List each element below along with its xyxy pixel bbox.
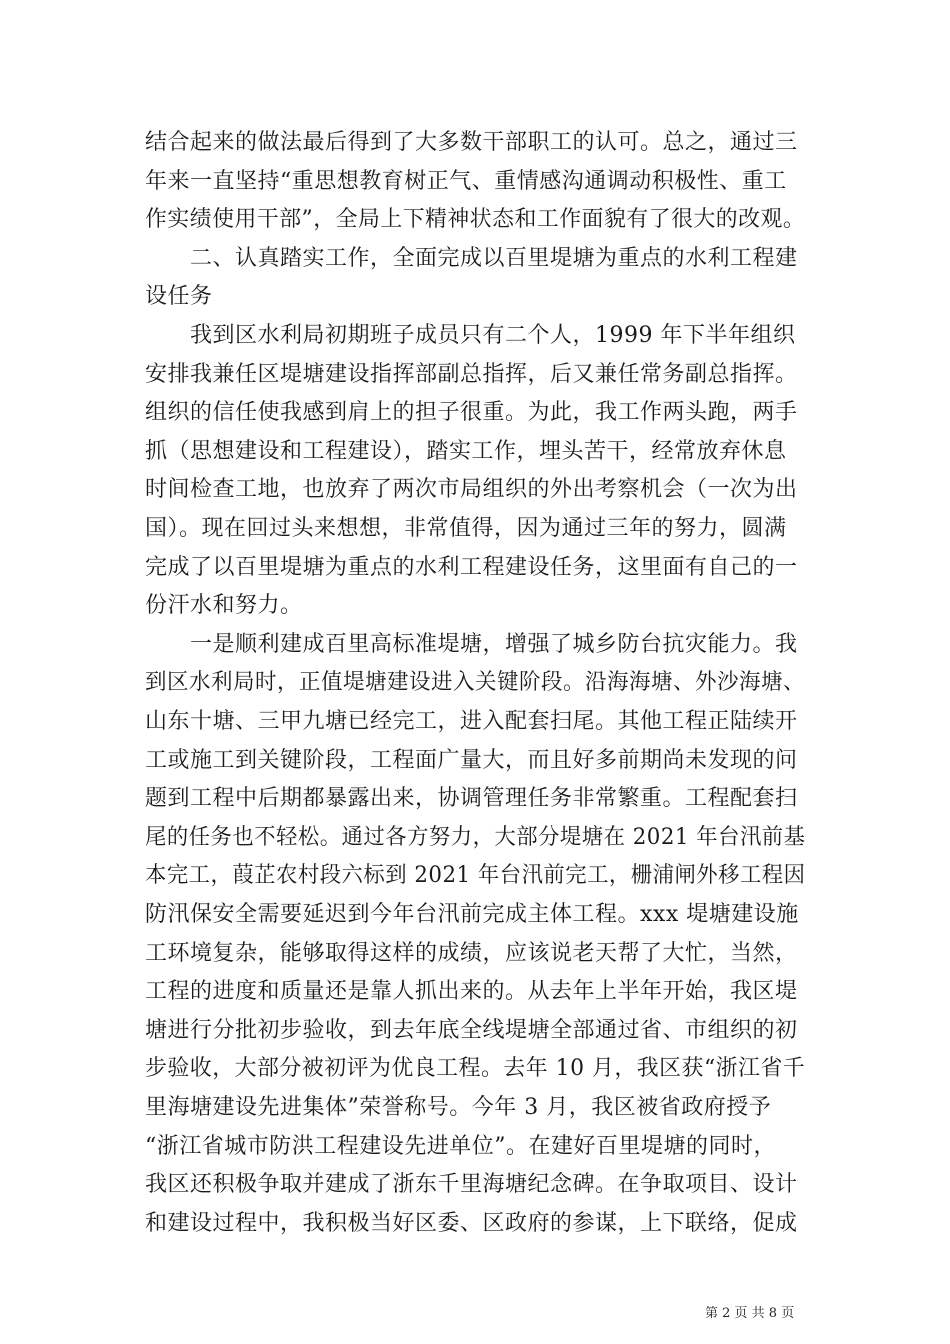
text-line: 工或施工到关键阶段，工程面广量大，而且好多前期尚未发现的问 bbox=[145, 747, 798, 773]
text-line: 工环境复杂，能够取得这样的成绩，应该说老天帮了大忙，当然， bbox=[145, 940, 798, 966]
text-line: 年来一直坚持“重思想教育树正气、重情感沟通调动积极性、重工 bbox=[145, 168, 787, 194]
text-line: 本完工，葭芷农村段六标到 2021 年台汛前完工，栅浦闸外移工程因 bbox=[145, 863, 806, 889]
text-line: 二、认真踏实工作，全面完成以百里堤塘为重点的水利工程建 bbox=[145, 245, 798, 271]
text-line: 工程的进度和质量还是靠人抓出来的。从去年上半年开始，我区堤 bbox=[145, 979, 798, 1005]
text-line: 完成了以百里堤塘为重点的水利工程建设任务，这里面有自己的一 bbox=[145, 554, 798, 580]
text-line: 塘进行分批初步验收，到去年底全线堤塘全部通过省、市组织的初 bbox=[145, 1017, 798, 1043]
text-line: 和建设过程中，我积极当好区委、区政府的参谋，上下联络，促成 bbox=[145, 1210, 798, 1236]
page-number-footer: 第 2 页 共 8 页 bbox=[705, 1306, 795, 1321]
text-line: 抓（思想建设和工程建设），踏实工作，埋头苦干，经常放弃休息 bbox=[145, 438, 787, 464]
text-line: 时间检查工地，也放弃了两次市局组织的外出考察机会（一次为出 bbox=[145, 477, 798, 503]
text-line: 步验收，大部分被初评为优良工程。去年 10 月，我区获“浙江省千 bbox=[145, 1056, 806, 1082]
text-line: 组织的信任使我感到肩上的担子很重。为此，我工作两头跑，两手 bbox=[145, 400, 798, 426]
text-line: 安排我兼任区堤塘建设指挥部副总指挥，后又兼任常务副总指挥。 bbox=[145, 361, 798, 387]
text-line: 题到工程中后期都暴露出来，协调管理任务非常繁重。工程配套扫 bbox=[145, 786, 798, 812]
text-line: 尾的任务也不轻松。通过各方努力，大部分堤塘在 2021 年台汛前基 bbox=[145, 824, 806, 850]
text-line: 我区还积极争取并建成了浙东千里海塘纪念碑。在争取项目、设计 bbox=[145, 1172, 798, 1198]
text-line: 里海塘建设先进集体”荣誉称号。今年 3 月，我区被省政府授予 bbox=[145, 1095, 772, 1120]
text-line: 结合起来的做法最后得到了大多数干部职工的认可。总之，通过三 bbox=[145, 130, 798, 155]
text-line: 国）。现在回过头来想想，非常值得，因为通过三年的努力，圆满 bbox=[145, 516, 787, 541]
text-line: 份汗水和努力。 bbox=[145, 593, 303, 619]
text-line: 防汛保安全需要延迟到今年台汛前完成主体工程。xxx 堤塘建设施 bbox=[145, 902, 799, 927]
text-line: 设任务 bbox=[145, 284, 213, 310]
text-line: 一是顺利建成百里高标准堤塘，增强了城乡防台抗灾能力。我 bbox=[145, 631, 798, 657]
text-line: 到区水利局时，正值堤塘建设进入关键阶段。沿海海塘、外沙海塘、 bbox=[145, 670, 806, 696]
text-line: 我到区水利局初期班子成员只有二个人，1999 年下半年组织 bbox=[145, 323, 796, 348]
text-line: 作实绩使用干部”，全局上下精神状态和工作面貌有了很大的改观。 bbox=[145, 207, 806, 233]
text-line: 山东十塘、三甲九塘已经完工，进入配套扫尾。其他工程正陆续开 bbox=[145, 709, 798, 734]
text-line: “浙江省城市防洪工程建设先进单位”。在建好百里堤塘的同时， bbox=[145, 1133, 776, 1159]
